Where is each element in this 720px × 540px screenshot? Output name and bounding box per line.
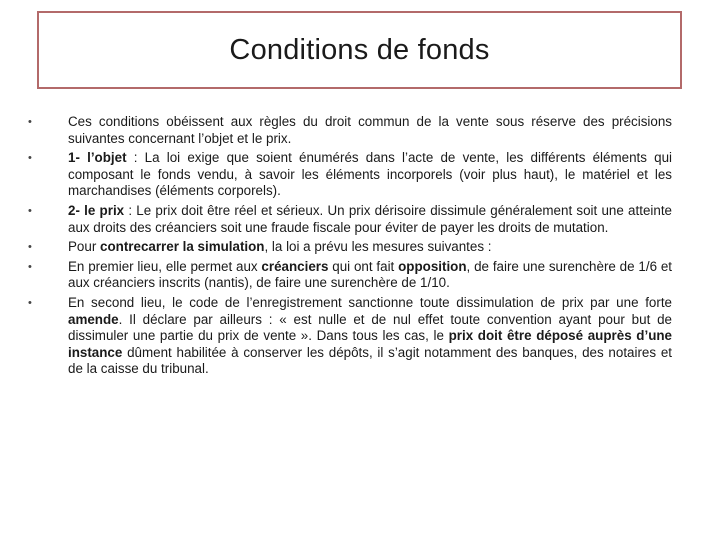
- title-box: [37, 11, 682, 89]
- bullet-icon: •: [28, 204, 32, 217]
- item-text: Pour: [68, 239, 101, 255]
- slide-title: Conditions de fonds: [229, 33, 490, 66]
- item-bold-text: créanciers: [261, 258, 329, 274]
- list-item: [28, 203, 672, 236]
- item-text: : Le prix doit être réel et sérieux. Un prix dérisoire dissimule généralement soit une atteinte aux droits des créanciers soit une fraude fiscale pour éviter de payer les droits de mutation.: [68, 202, 672, 235]
- item-bold-text: contrecarrer la simulation: [100, 239, 265, 255]
- bullet-icon: •: [28, 296, 32, 309]
- item-text: qui ont fait: [328, 258, 399, 274]
- list-item: [28, 259, 672, 292]
- list-item: [28, 239, 672, 256]
- item-bold-text: opposition: [398, 258, 467, 274]
- item-text: En second lieu, le code de l’enregistrement sanctionne toute dissimulation de prix par une forte: [68, 294, 672, 310]
- item-bold-text: 1- l’objet: [68, 150, 127, 166]
- content-area: [28, 114, 672, 381]
- list-item: [28, 114, 672, 147]
- item-text: dûment habilitée à conserver les dépôts, il s’agit notamment des banques, des notaires et de la caisse du tribunal.: [68, 344, 672, 377]
- item-bold-text: prix doit être déposé auprès d’une instance: [68, 328, 673, 360]
- item-text: Ces conditions obéissent aux règles du droit commun de la vente sous réserve des précisions suivantes concernant l’objet et le prix.: [68, 114, 672, 146]
- bullet-list: [28, 114, 672, 378]
- item-text: , la loi a prévu les mesures suivantes :: [264, 239, 492, 255]
- bullet-icon: •: [28, 116, 32, 128]
- item-bold-text: amende: [68, 311, 119, 327]
- bullet-icon: •: [28, 152, 32, 165]
- list-item: [28, 150, 672, 200]
- item-bold-text: 2- le prix: [68, 202, 125, 218]
- item-text: , de faire une surenchère de 1/6 et aux créanciers inscrits (nantis), de faire une surenchère de 1/10.: [68, 258, 673, 291]
- bullet-icon: •: [28, 241, 32, 254]
- bullet-icon: •: [28, 260, 32, 273]
- list-item: [28, 295, 672, 378]
- item-text: En premier lieu, elle permet aux: [68, 258, 262, 274]
- item-text: : La loi exige que soient énumérés dans l’acte de vente, les différents éléments qui composant le fonds vendu, à savoir les éléments incorporels (voir plus haut), le matériel et les marchandises (éléments corporels).: [68, 150, 673, 199]
- item-text: . Il déclare par ailleurs : « est nulle et de nul effet toute convention ayant pour but de dissimuler une partie du prix de vente ». Dans tous les cas, le: [68, 311, 672, 344]
